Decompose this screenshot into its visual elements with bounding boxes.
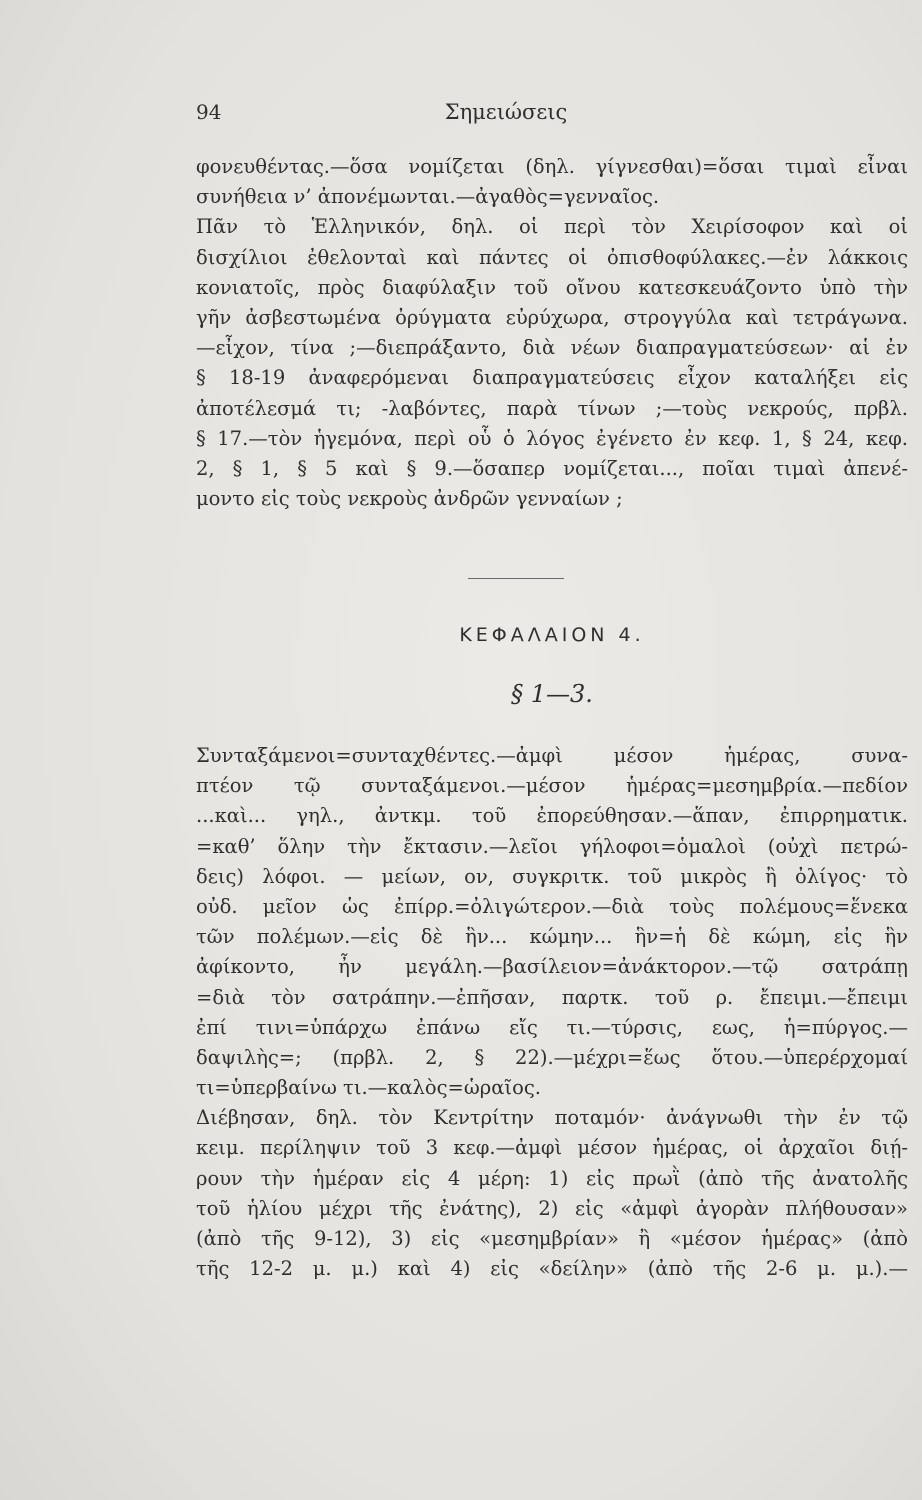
text-line: δισχίλιοι ἐθελονταὶ καὶ πάντες οἱ ὀπισθοφύλακες.—ἐν λάκκοις [196,245,908,269]
text-line: γῆν ἀσβεστωμένα ὀρύγματα εὐρύχωρα, στρογγύλα καὶ τετράγωνα. [196,305,908,329]
text-line: ...καὶ... γηλ., ἀντκμ. τοῦ ἐπορεύθησαν.—ἅπαν, ἐπιρρηματικ. [196,804,908,828]
text-line: § 17.—τὸν ἡγεμόνα, περὶ οὗ ὁ λόγος ἐγένετο ἐν κεφ. 1, § 24, κεφ. [196,426,908,450]
running-head [196,100,906,130]
text-line: δεις) λόφοι. — μείων, ον, συγκριτκ. τοῦ μικρὸς ἢ ὀλίγος· τὸ [196,864,908,888]
text-line: § 18-19 ἀναφερόμεναι διαπραγματεύσεις εἶχον καταλήξει εἰς [196,366,908,390]
text-line: ἀφίκοντο, ἦν μεγάλη.—βασίλειον=ἀνάκτορον.—τῷ σατράπῃ [196,955,908,979]
text-line: =καθ’ ὅλην τὴν ἔκτασιν.—λεῖοι γήλοφοι=ὁμαλοὶ (οὐχὶ πετρώ- [196,834,908,858]
text-line: τῶν πολέμων.—εἰς δὲ ἣν... κώμην... ἣν=ἡ δὲ κώμη, εἰς ἣν [196,925,908,949]
text-line: 2, § 1, § 5 καὶ § 9.—ὅσαπερ νομίζεται..., ποῖαι τιμαὶ ἀπενέ- [196,456,908,480]
text-line: ἐπί τινι=ὑπάρχω ἐπάνω εἴς τι.—τύρσις, εως, ἡ=πύργος.— [196,1015,908,1039]
text-line: Συνταξάμενοι=συνταχθέντες.—ἀμφὶ μέσον ἡμέρας, συνα- [196,744,908,767]
section-divider [468,578,564,579]
commentary-paragraph [196,741,908,1284]
text-line: δαψιλὴς=; (πρβλ. 2, § 22).—μέχρι=ἕως ὅτου.—ὑπερέρχομαί [196,1045,908,1069]
text-line: κειμ. περίληψιν τοῦ 3 κεφ.—ἀμφὶ μέσον ἡμέρας, οἱ ἀρχαῖοι διῄ- [196,1136,908,1160]
text-line: Πᾶν τὸ Ἑλληνικόν, δηλ. οἱ περὶ τὸν Χειρίσοφον καὶ οἱ [196,215,908,239]
text-line: μοντο εἰς τοὺς νεκροὺς ἀνδρῶν γενναίων ; [196,487,623,511]
chapter-heading: ΚΕΦΑΛΑΙΟΝ 4. [459,624,645,646]
text-line: πτέον τῷ συνταξάμενοι.—μέσον ἡμέρας=μεσημβρία.—πεδίον [196,774,908,798]
text-line: οὐδ. μεῖον ὡς ἐπίρρ.=ὀλιγώτερον.—διὰ τοὺς πολέμους=ἕνεκα [196,894,908,918]
page-title: Σημειώσεις [444,100,568,124]
text-line: ἀποτέλεσμά τι; -λαβόντες, παρὰ τίνων ;—τοὺς νεκρούς, πρβλ. [196,396,908,420]
text-line: =διὰ τὸν σατράπην.—ἐπῆσαν, παρτκ. τοῦ ρ. ἔπειμι.—ἔπειμι [196,985,908,1009]
text-line: φονευθέντας.—ὅσα νομίζεται (δηλ. γίγνεσθαι)=ὅσαι τιμαὶ εἶναι [196,155,908,178]
text-line: τοῦ ἡλίου μέχρι τῆς ἐνάτης), 2) εἰς «ἀμφὶ ἀγορὰν πλήθουσαν» [196,1196,908,1220]
notes-paragraph [196,152,908,514]
text-line: κονιατοῖς, πρὸς διαφύλαξιν τοῦ οἴνου κατεσκευάζοντο ὑπὸ τὴν [196,275,908,299]
text-line: (ἀπὸ τῆς 9-12), 3) εἰς «μεσημβρίαν» ἢ «μέσον ἡμέρας» (ἀπὸ [196,1227,908,1250]
page-number: 94 [196,100,222,124]
section-heading: § 1—3. [511,680,593,708]
text-line: συνήθεια ν’ ἀπονέμωνται.—ἀγαθὸς=γενναῖος. [196,185,660,209]
text-line: ρουν τὴν ἡμέραν εἰς 4 μέρη: 1) εἰς πρωῒ (ἀπὸ τῆς ἀνατολῆς [196,1166,908,1190]
text-line: Διέβησαν, δηλ. τὸν Κεντρίτην ποταμόν· ἀνάγνωθι τὴν ἐν τῷ [196,1106,908,1130]
text-line: τι=ὑπερβαίνω τι.—καλὸς=ὡραῖος. [196,1076,541,1100]
text-line: —εἶχον, τίνα ;—διεπράξαντο, διὰ νέων διαπραγματεύσεων· αἱ ἐν [196,336,908,360]
text-line: τῆς 12-2 μ. μ.) καὶ 4) εἰς «δείλην» (ἀπὸ τῆς 2-6 μ. μ.).— [196,1257,908,1281]
